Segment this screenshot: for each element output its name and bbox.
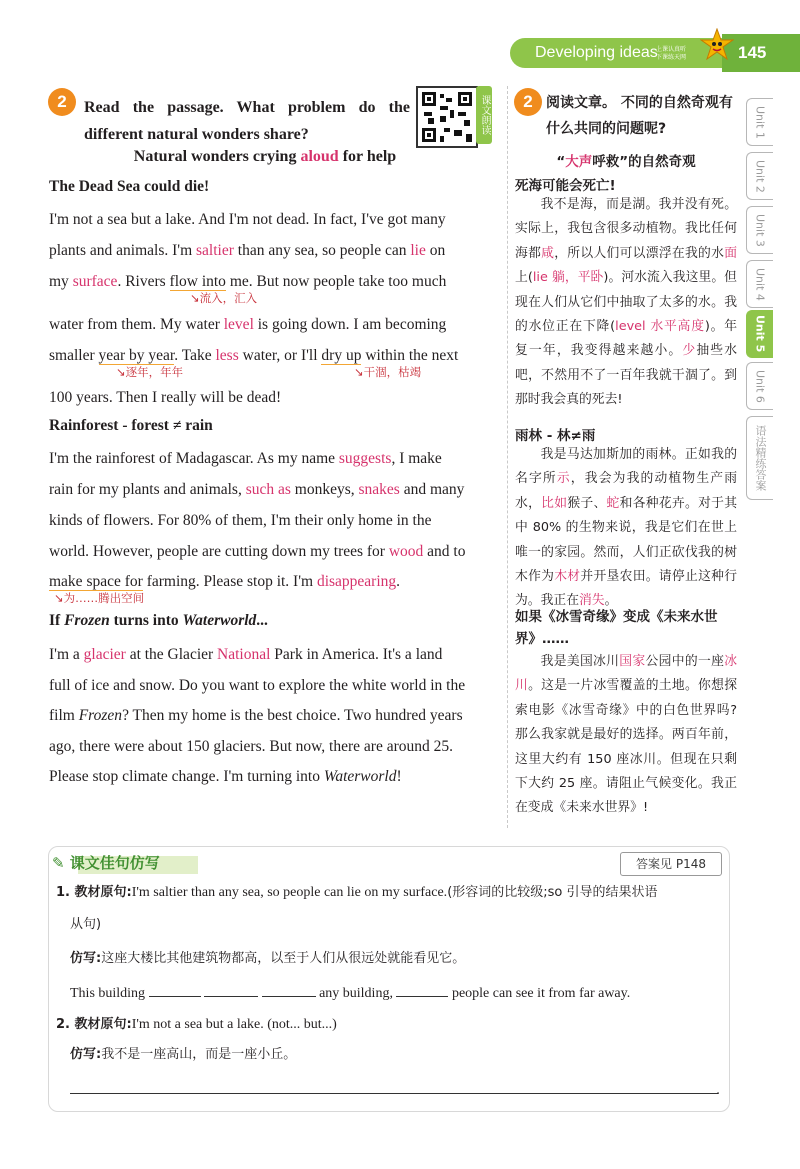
section-heading-cn: 死海可能会死亡! bbox=[515, 178, 616, 194]
answer-reference: 答案见 P148 bbox=[620, 852, 722, 876]
paragraph-line bbox=[49, 309, 491, 340]
item-1-imitation bbox=[70, 948, 465, 970]
answer-blank[interactable] bbox=[149, 982, 201, 997]
tab-unit-4[interactable]: Unit 4 bbox=[746, 260, 773, 308]
text: If bbox=[49, 612, 65, 629]
text: ! bbox=[396, 768, 402, 785]
text: I'm a bbox=[49, 646, 84, 663]
text: 呼救”的自然奇观 bbox=[592, 154, 696, 170]
text: 。这是一片冰雪覆盖的土地。你想探索电影《冰雪奇缘》中的白色世界吗? 那么我家就是最好的选择。两百年前，这里大约有 150 座冰川。但现在只剩下大约 25 座。请阻止气候变化。我正在变成《未来水世界》! bbox=[515, 678, 738, 816]
item-1-fill-line bbox=[70, 982, 630, 1005]
paragraph-line: kinds of flowers. For 80% of them, I'm their only home in the bbox=[49, 512, 432, 529]
keyword: disappearing bbox=[316, 573, 397, 590]
header-slogan bbox=[656, 46, 686, 62]
text: plants and animals. I'm bbox=[49, 242, 197, 259]
keyword: suggests bbox=[338, 450, 392, 467]
imitation-prompt: 这座大楼比其他建筑物都高，以至于人们从很远处就能看见它。 bbox=[101, 951, 466, 966]
tab-unit-6[interactable]: Unit 6 bbox=[746, 362, 773, 410]
text: ? Then my home is the best choice. Two hundred years bbox=[122, 707, 463, 724]
section-heading-cn: 如果《冰雪奇缘》变成《未来水世界》…… bbox=[515, 609, 718, 647]
paragraph-cn bbox=[515, 443, 737, 614]
imitation-label: 仿写: bbox=[70, 1047, 102, 1062]
underlined-phrase: dry up bbox=[321, 347, 362, 364]
text: )。年复一年，我变得越来越小。 bbox=[515, 319, 738, 359]
text: . Take bbox=[174, 347, 216, 364]
phrase-note: ↘干涸，枯竭 bbox=[354, 365, 422, 379]
text: ... bbox=[256, 612, 268, 629]
question-text: Read the passage. What problem do the different natural wonders share? bbox=[84, 99, 410, 143]
paragraph-line: full of ice and snow. Do you want to explore the white world in the bbox=[49, 677, 466, 694]
note-text: 流入，汇入 bbox=[199, 291, 258, 305]
text: 和各种花卉。对于其中 80% 的生物来说，我是它们在世上唯一的家园。然而，人们正砍伐我的树木作为 bbox=[515, 495, 738, 585]
text: Park in America. It's a land bbox=[270, 646, 443, 663]
sentence-part: people can see it from far away. bbox=[451, 986, 631, 1001]
paragraph-line bbox=[49, 474, 491, 505]
keyword: such as bbox=[245, 481, 291, 498]
answer-line[interactable] bbox=[70, 1093, 718, 1094]
keyword: 示 bbox=[556, 471, 571, 487]
title-keyword: aloud bbox=[300, 148, 339, 165]
original-sentence: I'm saltier than any sea, so people can lie on my surface. bbox=[131, 885, 448, 900]
slogan-line-1: 上课认真听 bbox=[656, 46, 687, 53]
qr-audio-label: 课文朗读 bbox=[476, 86, 492, 144]
text: Please stop climate change. I'm turning into bbox=[49, 768, 324, 785]
paragraph-line: 100 years. Then I really will be dead! bbox=[49, 389, 282, 406]
keyword: 蛇 bbox=[606, 495, 620, 511]
box-heading-text: 课文佳句仿写 bbox=[69, 854, 160, 872]
passage-title bbox=[80, 148, 450, 166]
text: 我不是海，而是湖。我并没有死。实际上，我包含很多动植物。我比任何海都 bbox=[515, 197, 737, 261]
keyword: 少 bbox=[682, 343, 697, 359]
text: and many bbox=[399, 481, 465, 498]
text: 猴子、 bbox=[567, 495, 607, 511]
paragraph-line bbox=[49, 235, 491, 266]
answer-blank[interactable] bbox=[396, 982, 448, 997]
text: turns into bbox=[109, 612, 183, 629]
text: , I make bbox=[391, 450, 442, 467]
note-text: 干涸，枯竭 bbox=[363, 365, 422, 379]
phrase-note: ↘为……腾出空间 bbox=[54, 591, 145, 605]
item-1-original bbox=[56, 882, 720, 904]
keyword: National bbox=[217, 646, 271, 663]
keyword: wood bbox=[388, 543, 424, 560]
text: at the Glacier bbox=[125, 646, 218, 663]
box-heading bbox=[52, 852, 160, 873]
text: . Rivers bbox=[117, 273, 170, 290]
keyword: snakes bbox=[358, 481, 400, 498]
text: water, or I'll bbox=[238, 347, 322, 364]
section-heading-rainforest: Rainforest - forest ≠ rain bbox=[49, 417, 213, 434]
keyword: surface bbox=[72, 273, 118, 290]
section-heading-glacier bbox=[49, 612, 268, 630]
item-label: 2. 教材原句: bbox=[56, 1017, 132, 1032]
title-keyword: 大声 bbox=[565, 154, 593, 170]
paragraph-line: ago, there were about 150 glaciers. But now, there are around 25. bbox=[49, 738, 453, 755]
film-title: Frozen bbox=[64, 612, 110, 629]
paragraph-cn bbox=[515, 193, 737, 413]
keyword: 国家 bbox=[619, 654, 646, 669]
section-heading-dead-sea: The Dead Sea could die! bbox=[49, 178, 210, 195]
paragraph-line bbox=[49, 266, 491, 297]
question-number-badge: 2 bbox=[514, 88, 542, 116]
keyword: 木材 bbox=[554, 569, 581, 585]
paragraph-line bbox=[49, 761, 491, 792]
note-text: 逐年，年年 bbox=[125, 365, 184, 379]
text: ，所以人们可以漂浮在我的水 bbox=[554, 245, 725, 261]
passage-title-cn bbox=[515, 150, 737, 170]
tab-unit-1[interactable]: Unit 1 bbox=[746, 98, 773, 146]
text: ，我会为我的动植物生产雨水， bbox=[515, 471, 738, 511]
film-title: Waterworld bbox=[323, 768, 397, 785]
item-2-imitation bbox=[70, 1044, 296, 1066]
paragraph-cn bbox=[515, 650, 737, 821]
keyword: 消失 bbox=[578, 593, 605, 609]
text: 。 bbox=[604, 593, 618, 609]
pencil-icon: ✎ bbox=[52, 854, 70, 872]
text: is going down. I am becoming bbox=[253, 316, 447, 333]
text: on bbox=[425, 242, 446, 259]
answer-blank[interactable] bbox=[204, 982, 258, 997]
imitation-label: 仿写: bbox=[70, 951, 102, 966]
grammar-note: (形容词的比较级;so 引导的结果状语 bbox=[447, 885, 658, 900]
keyword: 咸 bbox=[541, 245, 555, 261]
text: 并开垦农田。请停止这种行为。我正在 bbox=[515, 569, 738, 609]
qr-code-icon[interactable] bbox=[416, 86, 478, 148]
star-mascot-icon bbox=[700, 28, 734, 62]
tab-unit-2[interactable]: Unit 2 bbox=[746, 152, 773, 200]
text: 抽些水吧，不然用不了一百年我就干涸了。到那时我会真的死去! bbox=[515, 343, 738, 408]
text: my bbox=[49, 273, 73, 290]
keyword: lie 躺，平卧 bbox=[532, 270, 604, 286]
phrase-note: ↘流入，汇入 bbox=[190, 291, 258, 305]
tab-unit-5[interactable]: Unit 5 bbox=[746, 310, 773, 358]
keyword: glacier bbox=[83, 646, 126, 663]
sentence-part: This building bbox=[70, 986, 146, 1001]
paragraph-line bbox=[49, 639, 491, 670]
underlined-phrase: year by year bbox=[98, 347, 175, 364]
text: )。河水流入我这里。但现在人们从它们中抽取了太多的水。我的水位正在下降( bbox=[515, 270, 737, 335]
text: 公园中的一座 bbox=[645, 654, 725, 669]
text: and to bbox=[423, 543, 466, 560]
text: than any sea, so people can bbox=[233, 242, 411, 259]
text: water from them. My water bbox=[49, 316, 224, 333]
paragraph-line bbox=[49, 536, 491, 567]
paragraph-line: I'm not a sea but a lake. And I'm not dead. In fact, I've got many bbox=[49, 211, 446, 228]
original-sentence: I'm not a sea but a lake. (not... but...) bbox=[131, 1017, 337, 1032]
text: rain for my plants and animals, bbox=[49, 481, 246, 498]
text: film bbox=[49, 707, 79, 724]
header-title: Developing ideas bbox=[535, 44, 658, 61]
text: farming. Please stop it. I'm bbox=[142, 573, 317, 590]
item-2-original bbox=[56, 1014, 337, 1036]
underlined-phrase: make space for bbox=[49, 573, 143, 590]
text: . bbox=[396, 573, 401, 590]
question-number-badge: 2 bbox=[48, 88, 76, 116]
question-text-cn: 阅读文章。 不同的自然奇观有什么共同的问题呢? bbox=[546, 95, 733, 137]
note-text: 为……腾出空间 bbox=[63, 591, 145, 605]
imitation-prompt: 我不是一座高山，而是一座小丘。 bbox=[101, 1047, 297, 1062]
item-label: 1. 教材原句: bbox=[56, 885, 132, 900]
sentence-part: any building, bbox=[319, 986, 393, 1001]
keyword: level bbox=[223, 316, 254, 333]
film-title: Waterworld bbox=[182, 612, 257, 629]
keyword: lie bbox=[410, 242, 426, 259]
grammar-note-cont: 从句) bbox=[70, 917, 102, 932]
tab-unit-3[interactable]: Unit 3 bbox=[746, 206, 773, 254]
text: me. But now people take too much bbox=[225, 273, 447, 290]
keyword: 面 bbox=[724, 245, 738, 261]
paragraph-line bbox=[49, 700, 491, 731]
keyword: 比如 bbox=[541, 495, 568, 511]
page-number: 145 bbox=[722, 34, 800, 72]
paragraph-line bbox=[49, 443, 491, 474]
keyword: less bbox=[215, 347, 239, 364]
column-divider bbox=[507, 86, 508, 828]
text: smaller bbox=[49, 347, 99, 364]
text: 我是美国冰川 bbox=[540, 654, 620, 669]
film-title: Frozen bbox=[78, 707, 123, 724]
text: world. However, people are cutting down my trees for bbox=[49, 543, 389, 560]
section-heading-cn: 雨林 - 林≠雨 bbox=[515, 428, 596, 444]
title-part: for help bbox=[338, 148, 397, 165]
title-part: Natural wonders crying bbox=[133, 148, 301, 165]
answer-line-end: . bbox=[716, 1083, 721, 1098]
slogan-line-2: 下课练天网 bbox=[656, 54, 687, 61]
keyword: saltier bbox=[196, 242, 234, 259]
text: monkeys, bbox=[290, 481, 359, 498]
text: 上( bbox=[515, 270, 533, 286]
phrase-note: ↘逐年，年年 bbox=[116, 365, 184, 379]
text: 我是马达加斯加的雨林。正如我的名字所 bbox=[515, 447, 737, 487]
text: “ bbox=[556, 154, 566, 170]
tab-grammar-answers[interactable]: 语法精练答案 bbox=[746, 416, 773, 500]
underlined-phrase: flow into bbox=[169, 273, 226, 290]
text: I'm the rainforest of Madagascar. As my name bbox=[49, 450, 339, 467]
keyword: level 水平高度 bbox=[615, 319, 705, 335]
keyword: 冰川 bbox=[515, 654, 738, 694]
text: within the next bbox=[361, 347, 459, 364]
answer-blank[interactable] bbox=[262, 982, 316, 997]
